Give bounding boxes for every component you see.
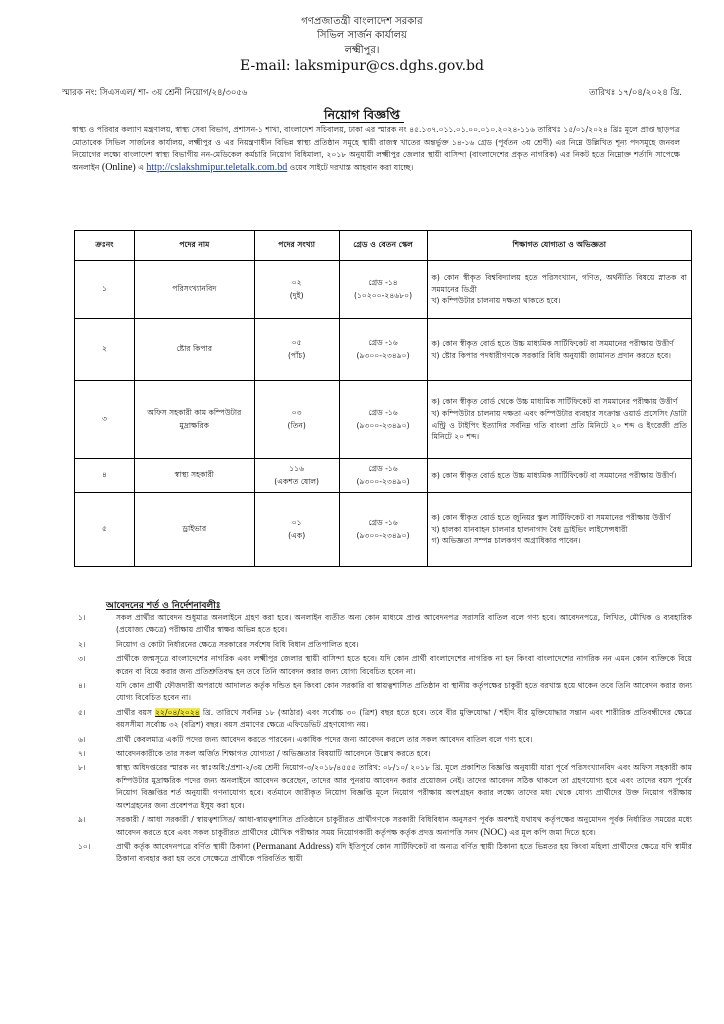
row-grade [339, 261, 427, 319]
row-grade [339, 381, 427, 459]
table-row [75, 261, 692, 319]
qualification-item: ক) কোন স্বীকৃত বিশ্ববিদ্যালয় হতে পরিসংখ্যান, গণিত, অর্থনীতি বিষয়ে স্নাতক বা সমমানের ডিগ্রী [431, 273, 687, 294]
condition-item [74, 841, 692, 866]
condition-number: ১। [78, 613, 86, 622]
conditions-list [74, 612, 692, 868]
row-grade [339, 319, 427, 381]
condition-number: ৫। [78, 707, 86, 717]
row-count [254, 493, 339, 567]
table-row [75, 381, 692, 459]
count-words: (এক) [288, 530, 306, 540]
row-post: পরিসংখ্যানবিদ [134, 261, 254, 319]
row-serial: ৩ [75, 381, 135, 459]
highlighted-date: ২২/০৪/২০২৪ [155, 707, 200, 717]
row-post: স্বাস্থ্য সহকারী [134, 459, 254, 493]
office-line: সিভিল সার্জন কার্যালয় [317, 30, 407, 41]
header-grade: গ্রেড ও বেতন স্কেল [339, 231, 427, 261]
condition-item [74, 814, 692, 839]
table-row [75, 459, 692, 493]
condition-rest: খ্রি. তারিখে সর্বনিম্ন ১৮ (আঠার) এবং সর্বোচ্চ ৩০ (ত্রিশ) বছর হতে হবে। তবে বীর মুক্তিযোদ্ধা / শহীদ বীর মুক্তিযোদ্ধার সন্তান এবং শারীরিক প্রতিবন্ধীদের ক্ষেত্রে বয়সসীমা সর্বোচ্চ ৩২ (বত্রিশ) বছর। বয়স প্রমাণের ক্ষেত্রে এফিডেভিট গ্রহণযোগ্য নয়। [116, 707, 692, 730]
row-qualification [427, 459, 691, 493]
grade-label: গ্রেড -১৬ [368, 337, 398, 347]
count-number: ০১ [291, 517, 302, 527]
condition-item [74, 707, 692, 732]
memo-reference: স্মারক নং: সিএসএল/ শা- ৩য় শ্রেনী নিয়োগ/২৪/৩০৫৬ [62, 88, 248, 98]
condition-number: ৬। [78, 734, 86, 744]
header-qualification: শিক্ষাগত যোগ্যতা ও অভিজ্ঞতা [427, 231, 691, 261]
row-count [254, 381, 339, 459]
row-qualification [427, 381, 691, 459]
condition-text: নিয়োগ ও কোটা নির্ধারনের ক্ষেত্রে সরকারের সর্বশেষ বিধি বিধান প্রতিপালিত হবে। [116, 639, 359, 649]
condition-text: আবেদনকারীকে তার সকল অর্জিত শিক্ষাগত যোগ্যতা / অভিজ্ঞতার বিষয়াটি আবেদনে উল্লেখ করতে হবে। [116, 749, 431, 759]
posts-table [74, 230, 692, 567]
application-link[interactable]: http://cslakshmipur.teletalk.com.bd [146, 161, 288, 173]
condition-tail: এর মূল কপি জমা দিতে হবে। [509, 827, 596, 837]
condition-body: প্রার্থী কর্তৃক আবেদনপত্রে বর্ণিত স্থায়ী ঠিকানা [116, 841, 251, 851]
pay-scale: (১০২০০-২৪৬৮০) [354, 290, 413, 300]
intro-text: স্বাস্থ্য ও পরিবার কল্যাণ মন্ত্রণালয়, স্বাস্থ্য সেবা বিভাগ, প্রশাসন-১ শাখা, বাংলাদেশ সচিবালয়, ঢাকা এর স্মারক নং ৪৫.১৩৭.০১১.০১.০০.০১০.২০২৪-১১৬ তারিখঃ ১৫/০১/২০২৪ খ্রিঃ মূলে প্রাপ্ত ছাড়পত্র মোতাবেক সিভিল সার্জনের কার্যালয়, লক্ষ্মীপুর ও এর নিয়ন্ত্রণাধীন বিভিন্ন স্বাস্থ্য প্রতিষ্ঠান সমূহে স্থায়ী রাজস্ব খাতের অন্তর্ভুক্ত ১৪-১৬ গ্রেড (পূর্বতন ৩য় শ্রেণী) এর নিম্নে উল্লিখিত শূন্য পদসমূহে জনবল নিয়োগের লক্ষ্যে বাংলাদেশ স্বাস্থ্য বিভাগীয় নন-মেডিকেল কর্মচারি নিয়োগ বিধিমালা, ২০১৮ অনুযায়ী লক্ষ্মীপুর জেলার স্থায়ী বাসিন্দা (বাংলাদেশের প্রকৃত নাগরিক) এর নিকট হতে নিম্নোক্ত শর্তাদি সাপেক্ষে অনলাইন [72, 125, 680, 172]
condition-number: ২। [78, 639, 86, 649]
condition-number: ৯। [78, 815, 86, 825]
grade-label: গ্রেড -১৬ [368, 517, 398, 527]
count-number: ০৫ [291, 337, 302, 347]
notice-title: নিয়োগ বিজ্ঞপ্তি [320, 107, 404, 123]
qualification-item: ক) কোন স্বীকৃত বোর্ড হতে উচ্চ মাধ্যমিক সার্টিফিকেট বা সমমানের পরীক্ষায় উত্তীর্ণ। [431, 470, 677, 480]
condition-text: সকল প্রার্থীর আবেদন শুধুমাত্র অনলাইনে গ্রহণ করা হবে। অনলাইন ব্যতীত অন্য কোন মাধ্যমে প্রাপ্ত আবেদনপত্র সরাসরি বাতিল বলে গণ্য হবে। আবেদনপত্রে, লিখিত, মৌখিক ও ব্যবহারিক (প্রযোজ্য ক্ষেত্রে) পরীক্ষায় প্রার্থীর স্বাক্ষর অভিন্ন হতে হবে। [116, 613, 692, 635]
row-count [254, 261, 339, 319]
condition-tail: যদি ইতিপূর্বে কোন সার্টিফিকেট বা অন্যত্র বর্ণিত স্থায়ী ঠিকানা হতে ভিন্নতর হয় কিংবা মহিলা প্রার্থীদের ক্ষেত্রে যদি স্বামীর ঠিকানা ব্যবহার করা হয় তবে সেক্ষেত্রে প্রার্থীকে পরিবর্তিত স্থায়ী [116, 841, 692, 864]
qualification-item: ক) কোন স্বীকৃত বোর্ড থেকে উচ্চ মাধ্যমিক সার্টিফিকেট বা সমমানের পরীক্ষায় উত্তীর্ণ [431, 397, 678, 407]
condition-number: ৪। [78, 681, 86, 691]
row-serial: ১ [75, 261, 135, 319]
row-serial: ৪ [75, 459, 135, 493]
pay-scale: (৯৩০০-২৩৪৯০) [356, 476, 410, 486]
table-row [75, 319, 692, 381]
pay-scale: (৯৩০০-২৩৪৯০) [356, 530, 410, 540]
intro-text-2: এ [138, 162, 144, 172]
count-words: (দুই) [289, 290, 304, 300]
count-words: (পাঁচ) [287, 350, 306, 360]
intro-paragraph [72, 124, 680, 174]
row-qualification [427, 319, 691, 381]
row-grade [339, 493, 427, 567]
row-count [254, 319, 339, 381]
header-count: পদের সংখ্যা [254, 231, 339, 261]
row-count [254, 459, 339, 493]
grade-label: গ্রেড -১৬ [368, 463, 398, 473]
count-words: (একশত ষোল) [274, 476, 320, 486]
table-header-row [75, 231, 692, 261]
email-line: E-mail: laksmipur@cs.dghs.gov.bd [240, 58, 484, 74]
condition-number: ১০। [78, 841, 91, 851]
qualification-item: খ) কম্পিউটার চালনায় দক্ষতা এবং কম্পিউটার ব্যবহার সংক্রান্ত ওয়ার্ড প্রসেসিং /ডাটা এন্ট্রি ও টাইপিং ইত্যাদির সর্বনিম্ন গতি বাংলা প্রতি মিনিটে ২০ শব্দ ও ইংরেজী প্রতি মিনিটে ২০ শব্দ। [431, 408, 687, 442]
district-line: লক্ষ্মীপুর। [344, 45, 380, 56]
grade-label: গ্রেড -১৪ [368, 277, 398, 287]
row-serial: ২ [75, 319, 135, 381]
header-serial: ক্রঃনং [75, 231, 135, 261]
condition-text: প্রার্থী কেবলমাত্র একটি পদের জন্য আবেদন করতে পারবেন। একাধিক পদের জন্য আবেদন করলে তার সকল আবেদন বাতিল বলে গণ্য হবে। [116, 734, 533, 744]
header-post: পদের নাম [134, 231, 254, 261]
condition-text: প্রার্থীকে জন্মসূত্রে বাংলাদেশের নাগরিক এবং লক্ষ্মীপুর জেলার স্থায়ী বাসিন্দা হতে হবে। যদি কোন প্রার্থী বাংলাদেশের নাগরিক না হন কিংবা বাংলাদেশের নাগরিক নন এমন কোন ব্যক্তিকে বিয়ে করেন বা বিয়ে করার জন্য প্রতিশ্রুতিবদ্ধ হন তবে তিনি আবেদন করার জন্য যোগ্য বিবেচিত হবেন না। [116, 654, 692, 676]
pay-scale: (৯৩০০-২৩৪৯০) [356, 350, 410, 360]
row-grade [339, 459, 427, 493]
condition-text: যদি কোন প্রার্থী ফৌজদারী অপরাধে আদালত কর্তৃক দন্ডিত হন কিংবা কোন সরকারি বা স্বায়ত্বশাসিত প্রতিষ্ঠান বা স্থানীয় কর্তৃপক্ষের চাকুরী হতে বরখাস্ত হয়ে থাকেন তবে তিনি আবেদন করার জন্য যোগ্য বিবেচিত হবেন না। [116, 681, 692, 703]
condition-item [74, 639, 692, 651]
condition-item [74, 762, 692, 812]
condition-text: স্বাস্থ্য অধিদপ্তরের স্মারক নং স্বাঃঅধি:/প্রশা-২/৩য় শ্রেনী নিয়োগ-৩/২০১৮/৪৫৫৫ তারিখ: ০৮/১০/ ২০১৮ খ্রি. মূলে প্রকাশিত বিজ্ঞপ্তি অনুযায়ী যারা পূর্বে পরিসংখ্যানবিদ এবং অফিস সহকারী কাম কম্পিউটার মুদ্রাক্ষরিক পদের জন্য অনলাইনে আবেদন করেছেন, তাদের আর পুনরায় আবেদন করার প্রয়োজন নেই। তাদের আবেদন সঠিক থাকলে তা গ্রহণযোগ্য হবে এবং তাদের বয়স পূর্বের নিয়োগ বিজ্ঞপ্তির শর্ত অনুযায়ী গণনাযোগ্য হবে। বর্তমানে জারীকৃত নিয়োগ বিজ্ঞপ্তি মূলে নিয়োগ পরীক্ষায় অংশগ্রহন করার লক্ষ্যে তাদের মধ্য থেকে যোগ্য প্রার্থীদের উক্ত নিয়োগ পরীক্ষায় অংশগ্রহনের জন্য প্রবেশপত্র ইসু্য করা হবে। [116, 763, 692, 810]
intro-online: (Online) [101, 161, 136, 173]
qualification-item: ক) কোন স্বীকৃত বোর্ড হতে উচ্চ মাধ্যমিক সার্টিফিকেট বা সমমানের পরীক্ষায় উত্তীর্ণ [431, 338, 674, 348]
qualification-item: গ) অভিজ্ঞতা সম্পন্ন চালকগণ অগ্রাধিকার পাবেন। [431, 536, 581, 546]
conditions-heading: আবেদনের শর্ত ও নির্দেশনাবলীঃ [106, 601, 221, 611]
condition-text [116, 814, 692, 839]
row-qualification [427, 493, 691, 567]
condition-item [74, 748, 692, 760]
condition-item [74, 612, 692, 637]
row-serial: ৫ [75, 493, 135, 567]
row-post: অফিস সহকারী কাম কম্পিউটার মুদ্রাক্ষরিক [134, 381, 254, 459]
condition-number: ৩। [78, 654, 86, 664]
row-post: ড্রাইভার [134, 493, 254, 567]
condition-body: সরকারী / আধা সরকারী / স্বায়ত্বশাসিত/ আধা-স্বায়ত্বশাসিত প্রতিষ্ঠানে চাকুরীরত প্রার্থীগণকে সরকারী বিধিবিধান অনুসরণ পূর্বক অবশ্যই যথাযথ কর্তৃপক্ষের অনুমোদন পূর্বক নির্ধারিত সময়ের মধ্যে আবেদন করতে হবে এবং সকল চাকুরীরত প্রার্থীদের মৌখিক পরীক্ষার সময় নিয়োগকারী কর্তৃপক্ষ কর্তৃক প্রদত্ত অনাপত্তি সনদ [116, 815, 692, 837]
table-row [75, 493, 692, 567]
count-number: ০৩ [291, 407, 302, 417]
count-number: ০২ [291, 277, 302, 287]
condition-item [74, 680, 692, 705]
row-post: ষ্টোর কিপার [134, 319, 254, 381]
condition-english: (Permanant Address) [252, 841, 334, 852]
condition-english: (NOC) [480, 827, 507, 838]
condition-text [116, 707, 692, 732]
condition-pre: প্রার্থীর বয়স [116, 707, 152, 717]
govt-line: গণপ্রজাতন্ত্রী বাংলাদেশ সরকার [301, 16, 423, 27]
qualification-item: খ) ষ্টোর কিপার পদধারীগণকে সরকারি বিধি অনুযায়ী জামানত প্রদান করতে হবে। [431, 350, 671, 360]
qualification-item: খ) কম্পিউটার চালনায় দক্ষতা থাকতে হবে। [431, 296, 561, 306]
condition-item [74, 734, 692, 746]
pay-scale: (৯৩০০-২৩৪৯০) [356, 420, 410, 430]
row-qualification [427, 261, 691, 319]
qualification-item: ক) কোন স্বীকৃত বোর্ড হতে জুনিয়র স্কুল সার্টিফিকেট বা সমমানের পরীক্ষায় উত্তীর্ণ [431, 513, 671, 523]
condition-number: ৭। [78, 749, 86, 759]
condition-number: ৮। [78, 763, 86, 773]
count-words: (তিন) [287, 420, 306, 430]
grade-label: গ্রেড -১৬ [368, 407, 398, 417]
intro-text-3: ওয়েব সাইটে দরখাস্ত আহবান করা যাচ্ছে। [289, 162, 414, 172]
qualification-item: খ) হালকা যানবাহন চালনার হালনাগাদ বৈধ ড্রাইভিং লাইসেন্সধারী [431, 524, 628, 534]
condition-item [74, 653, 692, 678]
count-number: ১১৬ [289, 463, 305, 473]
memo-date: তারিখঃ ১৭/০৪/২০২৪ খ্রি. [589, 88, 682, 98]
condition-text [116, 841, 692, 866]
